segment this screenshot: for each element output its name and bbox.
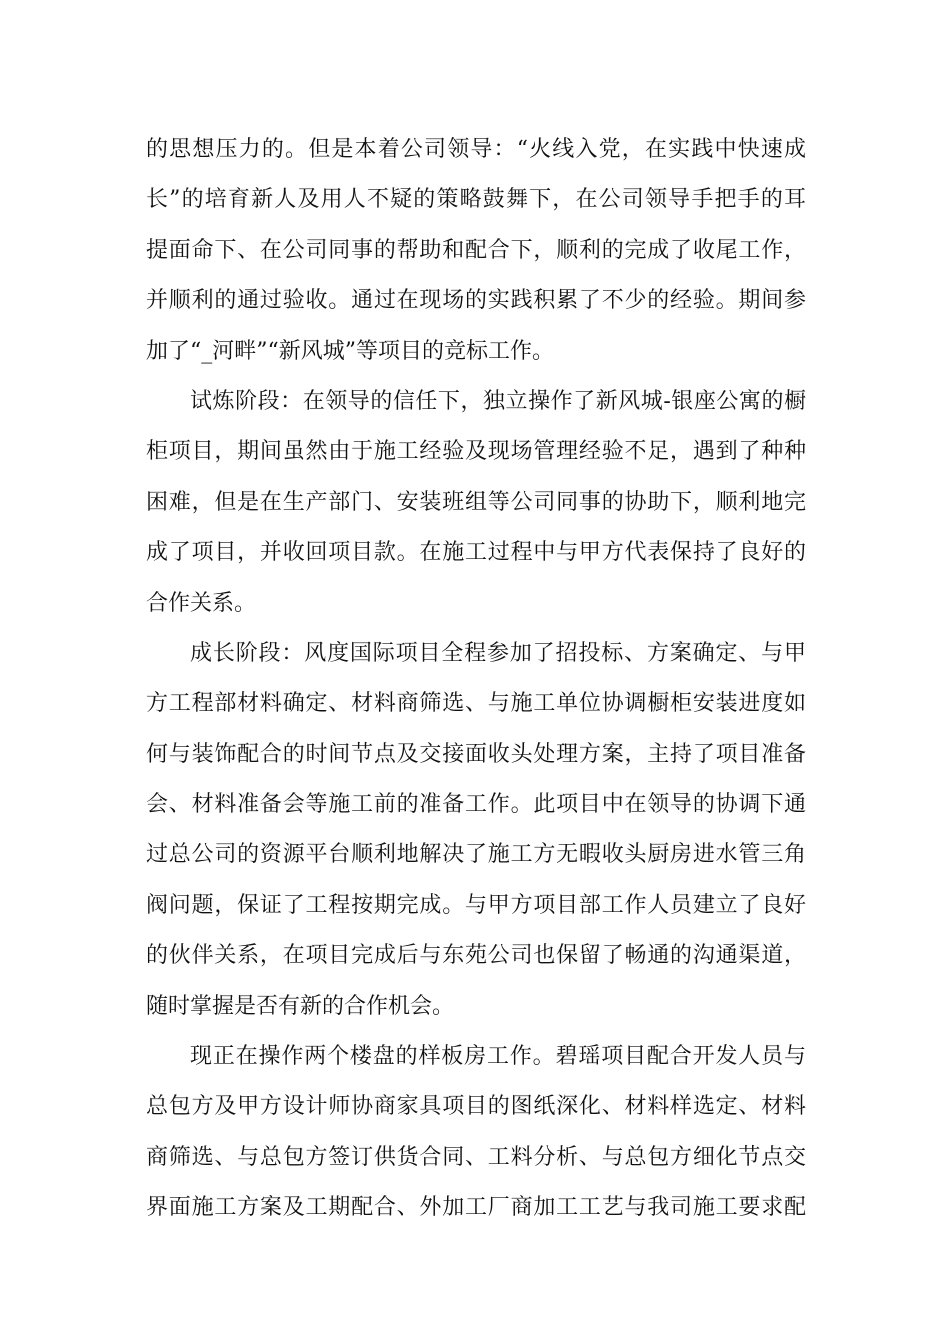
text-line: 成了项目，并收回项目款。在施工过程中与甲方代表保持了良好的	[146, 540, 806, 566]
text-line: 的思想压力的。但是本着公司领导：“火线入党，在实践中快速成	[146, 137, 806, 162]
paragraph-4	[146, 1032, 806, 1234]
text-line: 试炼阶段：在领导的信任下，独立操作了新风城-银座公寓的橱	[190, 388, 806, 414]
paragraph-1	[146, 125, 806, 377]
text-line: 的伙伴关系，在项目完成后与东苑公司也保留了畅通的沟通渠道，	[146, 943, 806, 969]
paragraph-2	[146, 377, 806, 629]
text-line: 过总公司的资源平台顺利地解决了施工方无暇收头厨房进水管三角	[146, 842, 806, 868]
text-line: 加了“_河畔”“新风城”等项目的竞标工作。	[146, 338, 554, 364]
text-line: 总包方及甲方设计师协商家具项目的图纸深化、材料样选定、材料	[146, 1094, 806, 1120]
text-line: 随时掌握是否有新的合作机会。	[146, 993, 455, 1019]
text-line: 并顺利的通过验收。通过在现场的实践积累了不少的经验。期间参	[146, 288, 806, 314]
text-line: 柜项目，期间虽然由于施工经验及现场管理经验不足，遇到了种种	[146, 439, 806, 465]
text-line: 提面命下、在公司同事的帮助和配合下，顺利的完成了收尾工作，	[146, 237, 806, 263]
text-line: 合作关系。	[146, 590, 257, 616]
paragraph-3	[146, 629, 806, 1032]
text-line: 阀问题，保证了工程按期完成。与甲方项目部工作人员建立了良好	[146, 892, 806, 918]
text-line: 现正在操作两个楼盘的样板房工作。碧瑶项目配合开发人员与	[190, 1044, 806, 1070]
text-line: 长”的培育新人及用人不疑的策略鼓舞下，在公司领导手把手的耳	[146, 187, 806, 213]
document-body	[146, 125, 806, 1234]
text-line: 界面施工方案及工期配合、外加工厂商加工工艺与我司施工要求配	[146, 1195, 806, 1221]
text-line: 方工程部材料确定、材料商筛选、与施工单位协调橱柜安装进度如	[146, 691, 806, 717]
text-line: 困难，但是在生产部门、安装班组等公司同事的协助下，顺利地完	[146, 489, 806, 515]
text-line: 商筛选、与总包方签订供货合同、工料分析、与总包方细化节点交	[146, 1144, 806, 1170]
text-line: 会、材料准备会等施工前的准备工作。此项目中在领导的协调下通	[146, 792, 806, 818]
text-line: 成长阶段：风度国际项目全程参加了招投标、方案确定、与甲	[190, 640, 806, 666]
text-line: 何与装饰配合的时间节点及交接面收头处理方案，主持了项目准备	[146, 741, 806, 767]
